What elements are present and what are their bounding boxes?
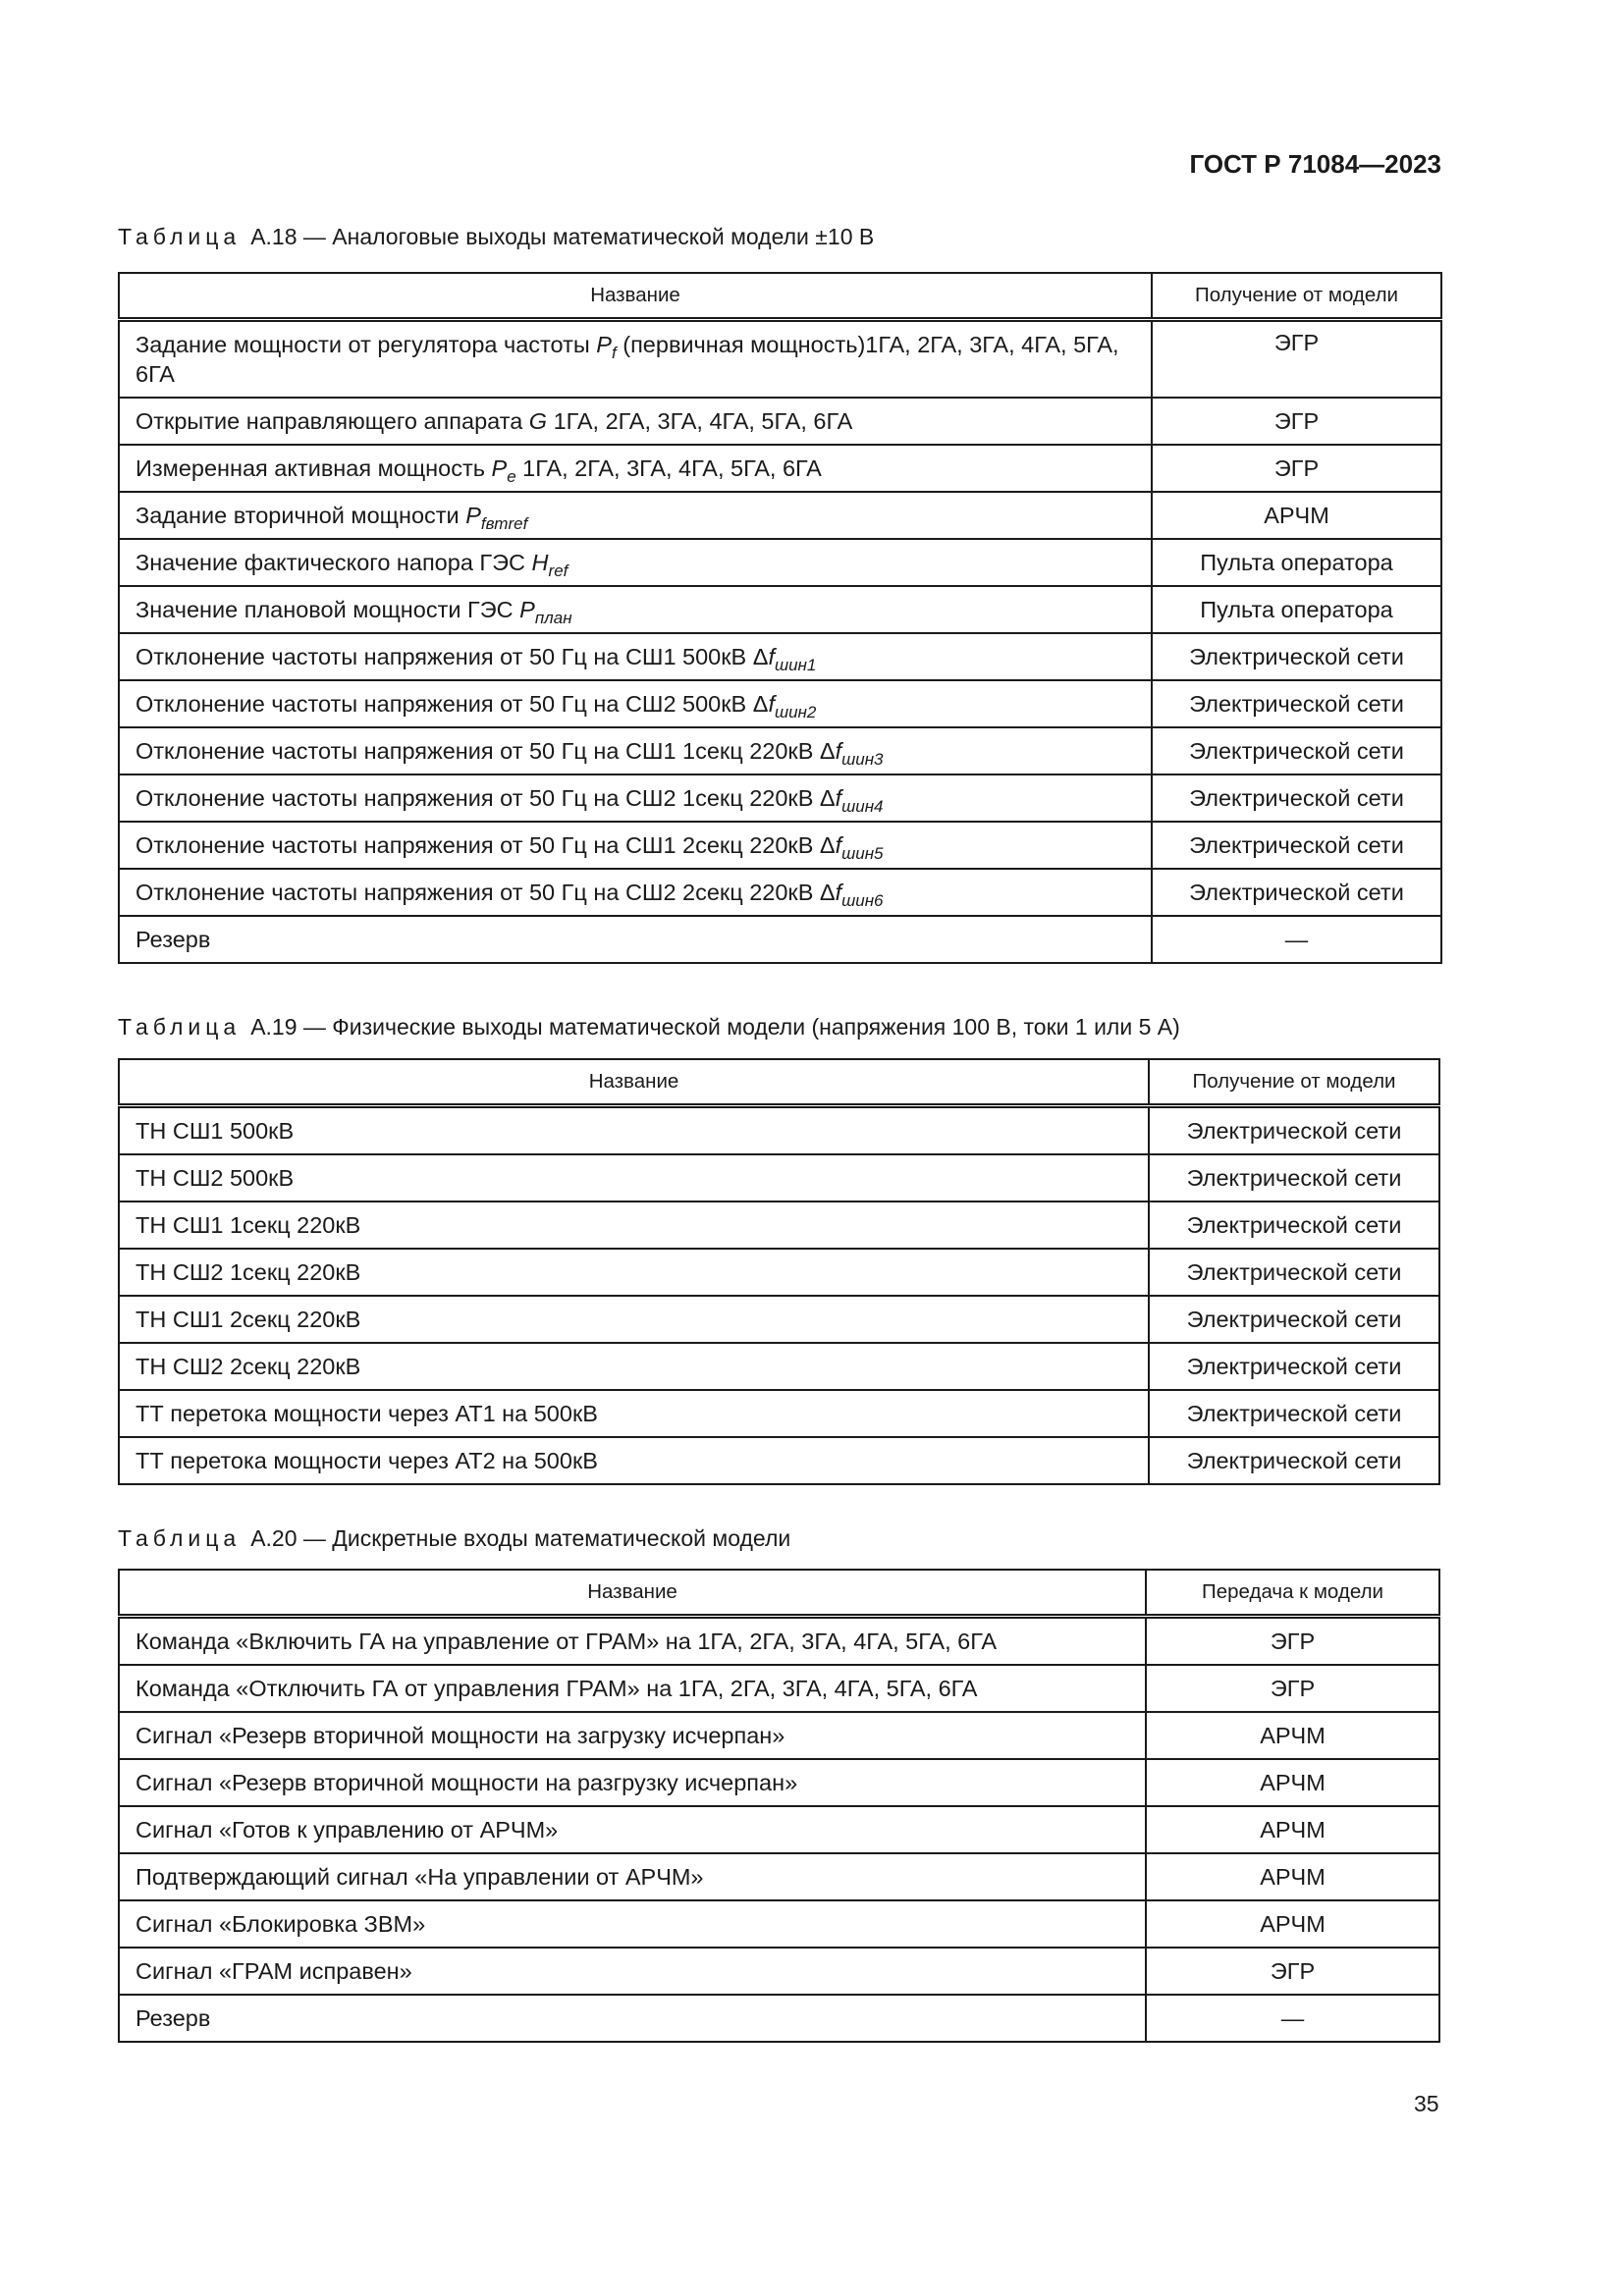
caption-title: А.20 — Дискретные входы математической модели	[250, 1525, 791, 1551]
row-name	[119, 1249, 1149, 1296]
name-text: Сигнал «Резерв вторичной мощности на разгрузку исчерпан»	[135, 1769, 798, 1795]
table-row	[119, 1759, 1439, 1806]
table-row	[119, 1900, 1439, 1948]
row-source: Пульта оператора	[1152, 539, 1441, 586]
name-text: Резерв	[135, 926, 211, 952]
row-name	[119, 586, 1152, 633]
table-header-row	[119, 1570, 1439, 1617]
name-text: Отклонение частоты напряжения от 50 Гц на СШ2 2секц 220кВ Δ	[135, 879, 836, 905]
row-name	[119, 1154, 1149, 1201]
column-header-name: Название	[119, 273, 1152, 320]
name-text: Отклонение частоты напряжения от 50 Гц на СШ1 1секц 220кВ Δ	[135, 737, 836, 764]
table-row	[119, 916, 1441, 963]
name-text: Команда «Отключить ГА от управления ГРАМ» на 1ГА, 2ГА, 3ГА, 4ГА, 5ГА, 6ГА	[135, 1675, 978, 1701]
row-name	[119, 680, 1152, 727]
table-header-row	[119, 1059, 1439, 1106]
data-table	[118, 1058, 1440, 1485]
page-number: 35	[1414, 2091, 1439, 2116]
subscript-text: шин5	[841, 843, 884, 863]
name-text: Команда «Включить ГА на управление от ГРАМ» на 1ГА, 2ГА, 3ГА, 4ГА, 5ГА, 6ГА	[135, 1628, 998, 1654]
row-source: Электрической сети	[1152, 822, 1441, 869]
name-text: Отклонение частоты напряжения от 50 Гц на СШ1 500кВ Δ	[135, 643, 769, 669]
row-name	[119, 1712, 1146, 1759]
variable-symbol: f	[835, 784, 842, 811]
row-name	[119, 445, 1152, 492]
variable-subscript	[549, 561, 568, 580]
row-source: Электрической сети	[1149, 1106, 1439, 1155]
subscript-text: шин4	[841, 796, 884, 816]
variable-symbol: G	[528, 407, 548, 434]
row-source: ЭГР	[1146, 1665, 1439, 1712]
data-table	[118, 1569, 1440, 2043]
row-name	[119, 1437, 1149, 1484]
name-text: ТН СШ1 500кВ	[135, 1117, 295, 1144]
table-row	[119, 680, 1441, 727]
row-source: Электрической сети	[1149, 1154, 1439, 1201]
row-name	[119, 320, 1152, 399]
subscript-text: план	[534, 608, 572, 627]
table-row	[119, 1343, 1439, 1390]
table-caption	[118, 224, 874, 250]
caption-label: Таблица	[118, 1525, 242, 1551]
table-row	[119, 1665, 1439, 1712]
row-name	[119, 727, 1152, 774]
subscript-text: fвтref	[480, 513, 528, 533]
name-text: Сигнал «Резерв вторичной мощности на загрузку исчерпан»	[135, 1722, 785, 1748]
row-source: АРЧМ	[1146, 1712, 1439, 1759]
variable-symbol: H	[531, 549, 549, 575]
name-text: Значение плановой мощности ГЭС	[135, 596, 520, 622]
name-text: ТТ перетока мощности через АТ2 на 500кВ	[135, 1447, 598, 1473]
row-name	[119, 1201, 1149, 1249]
row-source: Электрической сети	[1152, 633, 1441, 680]
variable-subscript	[507, 467, 515, 486]
name-text: Значение фактического напора ГЭС	[135, 549, 532, 575]
row-source: ЭГР	[1146, 1617, 1439, 1666]
variable-subscript	[841, 750, 883, 769]
row-name	[119, 1948, 1146, 1995]
row-source: ЭГР	[1146, 1948, 1439, 1995]
table-row	[119, 586, 1441, 633]
row-source: —	[1152, 916, 1441, 963]
column-header-source: Получение от модели	[1152, 273, 1441, 320]
name-text: ТН СШ1 1секц 220кВ	[135, 1211, 361, 1238]
row-source: Электрической сети	[1149, 1201, 1439, 1249]
table-row	[119, 1154, 1439, 1201]
caption-label: Таблица	[118, 1014, 242, 1040]
name-text: ТН СШ2 2секц 220кВ	[135, 1353, 361, 1379]
table-row	[119, 774, 1441, 822]
row-source: Электрической сети	[1149, 1249, 1439, 1296]
name-text: Задание мощности от регулятора частоты	[135, 332, 597, 357]
subscript-text: шин3	[841, 749, 884, 769]
name-text: ТТ перетока мощности через АТ1 на 500кВ	[135, 1400, 598, 1426]
variable-symbol: f	[835, 737, 842, 764]
name-text: Измеренная активная мощность	[135, 454, 492, 481]
table-row	[119, 1853, 1439, 1900]
name-text: ТН СШ1 2секц 220кВ	[135, 1306, 361, 1332]
table-row	[119, 869, 1441, 916]
row-source: АРЧМ	[1152, 492, 1441, 539]
variable-symbol: P	[596, 332, 612, 357]
row-name	[119, 492, 1152, 539]
subscript-text: ref	[548, 561, 568, 580]
row-source: Электрической сети	[1152, 680, 1441, 727]
row-name	[119, 916, 1152, 963]
table-row	[119, 492, 1441, 539]
variable-symbol: f	[768, 690, 775, 717]
row-source: Электрической сети	[1152, 869, 1441, 916]
data-table	[118, 272, 1442, 964]
table-row	[119, 1390, 1439, 1437]
row-source: Электрической сети	[1152, 774, 1441, 822]
table-row	[119, 1995, 1439, 2042]
row-source: АРЧМ	[1146, 1853, 1439, 1900]
row-source: Электрической сети	[1149, 1343, 1439, 1390]
subscript-text: шин1	[774, 655, 817, 674]
name-text: Отклонение частоты напряжения от 50 Гц на СШ2 500кВ Δ	[135, 690, 769, 717]
name-text: ТН СШ2 500кВ	[135, 1164, 295, 1191]
table-row	[119, 1617, 1439, 1666]
name-text: Сигнал «ГРАМ исправен»	[135, 1957, 412, 1984]
table-row	[119, 727, 1441, 774]
name-text-suffix: 1ГА, 2ГА, 3ГА, 4ГА, 5ГА, 6ГА	[547, 407, 853, 434]
name-text-suffix: (первичная мощность)1ГА, 2ГА, 3ГА, 4ГА, 5ГА, 6ГА	[135, 332, 1119, 387]
table-row	[119, 398, 1441, 445]
subscript-text: e	[507, 466, 516, 486]
row-source: Электрической сети	[1152, 727, 1441, 774]
row-name	[119, 1106, 1149, 1155]
name-text: Резерв	[135, 2004, 211, 2031]
caption-label: Таблица	[118, 224, 242, 249]
variable-subscript	[775, 703, 816, 721]
row-name	[119, 869, 1152, 916]
table-row	[119, 1201, 1439, 1249]
variable-symbol: P	[465, 502, 481, 528]
row-name	[119, 1995, 1146, 2042]
variable-subscript	[841, 797, 883, 816]
table-row	[119, 320, 1441, 399]
name-text: Сигнал «Готов к управлению от АРЧМ»	[135, 1816, 559, 1842]
row-name	[119, 774, 1152, 822]
variable-symbol: f	[835, 831, 842, 858]
row-name	[119, 1900, 1146, 1948]
row-source: —	[1146, 1995, 1439, 2042]
row-name	[119, 1806, 1146, 1853]
table-row	[119, 1948, 1439, 1995]
column-header-source: Получение от модели	[1149, 1059, 1439, 1106]
subscript-text: f	[611, 344, 617, 362]
row-name	[119, 1759, 1146, 1806]
name-text: Отклонение частоты напряжения от 50 Гц на СШ1 2секц 220кВ Δ	[135, 831, 836, 858]
row-name	[119, 1853, 1146, 1900]
column-header-name: Название	[119, 1059, 1149, 1106]
variable-symbol: P	[491, 454, 508, 481]
name-text: ТН СШ2 1секц 220кВ	[135, 1258, 361, 1285]
table-row	[119, 633, 1441, 680]
table-row	[119, 1806, 1439, 1853]
row-name	[119, 1343, 1149, 1390]
table-row	[119, 1296, 1439, 1343]
caption-title: А.18 — Аналоговые выходы математической модели ±10 В	[250, 224, 875, 249]
table-row	[119, 1106, 1439, 1155]
name-text: Открытие направляющего аппарата	[135, 407, 529, 434]
variable-subscript	[535, 609, 572, 627]
subscript-text: шин2	[774, 702, 817, 721]
row-name	[119, 822, 1152, 869]
caption-title: А.19 — Физические выходы математической модели (напряжения 100 В, токи 1 или 5 А)	[250, 1014, 1180, 1040]
row-source: ЭГР	[1152, 445, 1441, 492]
row-source: Электрической сети	[1149, 1390, 1439, 1437]
row-source: АРЧМ	[1146, 1900, 1439, 1948]
variable-symbol: f	[768, 643, 775, 669]
name-text-suffix: 1ГА, 2ГА, 3ГА, 4ГА, 5ГА, 6ГА	[515, 454, 822, 481]
table-row	[119, 539, 1441, 586]
table-row	[119, 445, 1441, 492]
table-caption	[118, 1014, 1180, 1041]
row-source: Электрической сети	[1149, 1296, 1439, 1343]
table-caption	[118, 1525, 790, 1552]
table-row	[119, 1712, 1439, 1759]
name-text: Сигнал «Блокировка ЗВМ»	[135, 1910, 426, 1937]
row-source: ЭГР	[1152, 320, 1441, 399]
row-name	[119, 539, 1152, 586]
table-row	[119, 822, 1441, 869]
variable-subscript	[841, 891, 883, 910]
variable-subscript	[481, 514, 527, 533]
name-text: Задание вторичной мощности	[135, 502, 466, 528]
row-source: Электрической сети	[1149, 1437, 1439, 1484]
name-text: Отклонение частоты напряжения от 50 Гц на СШ2 1секц 220кВ Δ	[135, 784, 836, 811]
row-name	[119, 398, 1152, 445]
table-header-row	[119, 273, 1441, 320]
row-source: АРЧМ	[1146, 1759, 1439, 1806]
table-row	[119, 1249, 1439, 1296]
column-header-source: Передача к модели	[1146, 1570, 1439, 1617]
table-row	[119, 1437, 1439, 1484]
row-name	[119, 1617, 1146, 1666]
variable-subscript	[841, 844, 883, 863]
row-source: Пульта оператора	[1152, 586, 1441, 633]
subscript-text: шин6	[841, 890, 884, 910]
row-source: ЭГР	[1152, 398, 1441, 445]
variable-symbol: P	[519, 596, 535, 622]
variable-subscript	[775, 656, 816, 674]
variable-symbol: f	[835, 879, 842, 905]
row-name	[119, 1296, 1149, 1343]
row-name	[119, 1390, 1149, 1437]
column-header-name: Название	[119, 1570, 1146, 1617]
row-name	[119, 1665, 1146, 1712]
document-id: ГОСТ Р 71084—2023	[1189, 149, 1441, 179]
row-source: АРЧМ	[1146, 1806, 1439, 1853]
name-text: Подтверждающий сигнал «На управлении от АРЧМ»	[135, 1863, 704, 1890]
row-name	[119, 633, 1152, 680]
